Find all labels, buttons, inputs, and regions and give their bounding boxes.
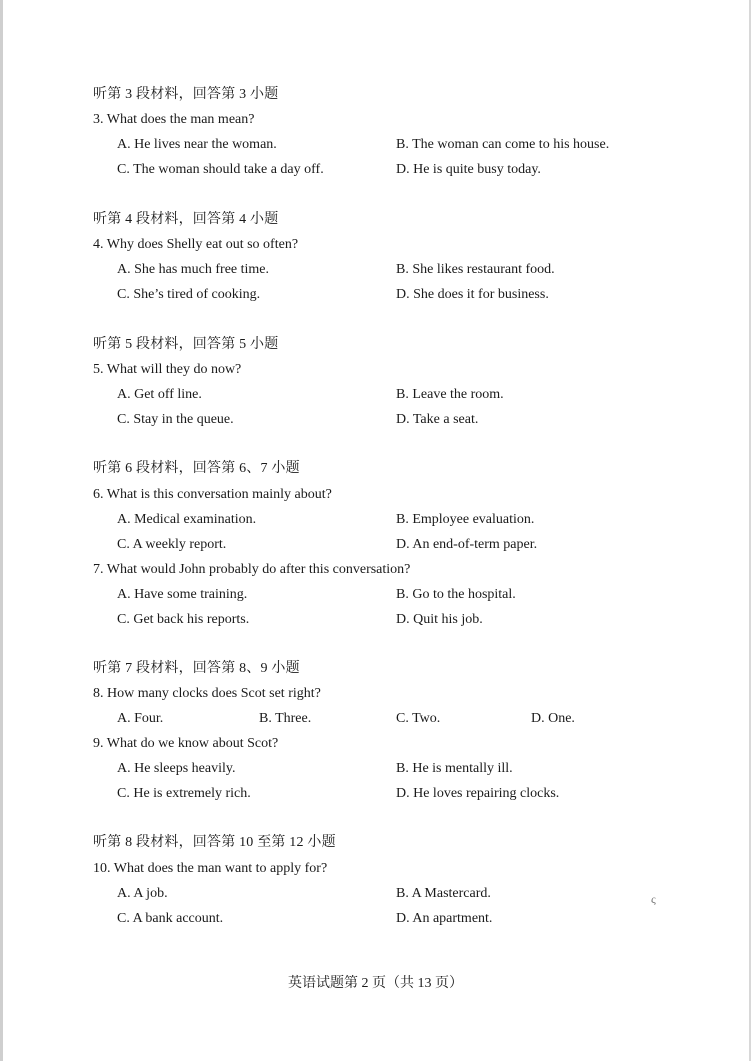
- question-8-option-d: D. One.: [531, 711, 575, 726]
- question-10: 10. What does the man want to apply for?: [93, 861, 328, 876]
- question-7-option-c: C. Get back his reports.: [117, 612, 250, 627]
- question-8: 8. How many clocks does Scot set right?: [93, 686, 321, 701]
- question-9-option-b: B. He is mentally ill.: [396, 761, 513, 776]
- section-heading-7: 听第 7 段材料，回答第 8、9 小题: [93, 661, 300, 676]
- question-5: 5. What will they do now?: [93, 362, 242, 377]
- section-heading-3: 听第 3 段材料，回答第 3 小题: [93, 87, 279, 102]
- question-6-option-c: C. A weekly report.: [117, 537, 227, 552]
- question-8-option-a: A. Four.: [117, 711, 164, 726]
- question-3-option-c: C. The woman should take a day off.: [117, 162, 324, 177]
- question-7-option-b: B. Go to the hospital.: [396, 587, 516, 602]
- question-10-option-d: D. An apartment.: [396, 911, 493, 926]
- question-8-option-b: B. Three.: [259, 711, 312, 726]
- page-footer: 英语试题第 2 页（共 13 页）: [288, 976, 463, 991]
- question-9-option-a: A. He sleeps heavily.: [117, 761, 236, 776]
- question-10-option-b: B. A Mastercard.: [396, 886, 491, 901]
- question-8-option-c: C. Two.: [396, 711, 441, 726]
- question-3-option-a: A. He lives near the woman.: [117, 137, 277, 152]
- question-3: 3. What does the man mean?: [93, 112, 255, 127]
- section-heading-6: 听第 6 段材料，回答第 6、7 小题: [93, 461, 300, 476]
- question-9-option-c: C. He is extremely rich.: [117, 786, 251, 801]
- question-4-option-c: C. She’s tired of cooking.: [117, 287, 261, 302]
- question-3-option-b: B. The woman can come to his house.: [396, 137, 610, 152]
- question-9: 9. What do we know about Scot?: [93, 736, 279, 751]
- question-6-option-a: A. Medical examination.: [117, 512, 257, 527]
- section-heading-4: 听第 4 段材料，回答第 4 小题: [93, 212, 279, 227]
- question-5-option-b: B. Leave the room.: [396, 387, 504, 402]
- question-5-option-a: A. Get off line.: [117, 387, 202, 402]
- scan-edge-left: [0, 0, 3, 1061]
- question-5-option-d: D. Take a seat.: [396, 412, 479, 427]
- margin-mark: ς: [651, 892, 656, 906]
- question-4-option-d: D. She does it for business.: [396, 287, 549, 302]
- section-heading-8: 听第 8 段材料，回答第 10 至第 12 小题: [93, 835, 336, 850]
- question-4: 4. Why does Shelly eat out so often?: [93, 237, 299, 252]
- question-7-option-a: A. Have some training.: [117, 587, 248, 602]
- question-10-option-a: A. A job.: [117, 886, 168, 901]
- question-7-option-d: D. Quit his job.: [396, 612, 483, 627]
- question-4-option-a: A. She has much free time.: [117, 262, 270, 277]
- question-6-option-d: D. An end-of-term paper.: [396, 537, 538, 552]
- question-5-option-c: C. Stay in the queue.: [117, 412, 234, 427]
- question-6: 6. What is this conversation mainly about?: [93, 487, 332, 502]
- question-4-option-b: B. She likes restaurant food.: [396, 262, 555, 277]
- question-10-option-c: C. A bank account.: [117, 911, 224, 926]
- question-3-option-d: D. He is quite busy today.: [396, 162, 541, 177]
- question-6-option-b: B. Employee evaluation.: [396, 512, 535, 527]
- question-9-option-d: D. He loves repairing clocks.: [396, 786, 560, 801]
- section-heading-5: 听第 5 段材料，回答第 5 小题: [93, 337, 279, 352]
- question-7: 7. What would John probably do after this conversation?: [93, 562, 411, 577]
